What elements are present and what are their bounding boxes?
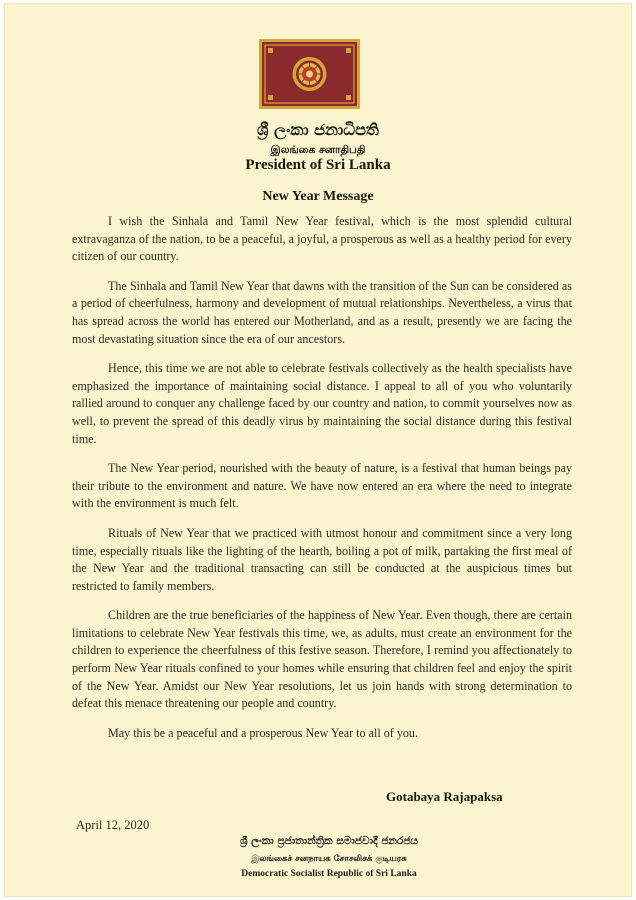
message-paragraph: Children are the true beneficiaries of the happiness of New Year. Even though, there are certain limitations to celebrate New Year festivals this time, we, as adults, must create an environment for the children to experience the cheerfulness of this festive season. Therefore, I remind you affectionately to perform New Year rituals confined to your homes while ensuring that children feel and enjoy the spirit of the New Year. Amidst our New Year resolutions, let us join hands with strong determination to defeat this menace threatening our people and country. xyxy=(72,608,572,711)
letter-page xyxy=(4,3,632,897)
footer-english: Democratic Socialist Republic of Sri Lanka xyxy=(241,869,417,879)
footer-sinhala: ශ්‍රී ලංකා ප්‍රජාතාන්ත්‍රික සමාජවාදී ජනරජය xyxy=(240,835,418,847)
header-sinhala-title: ශ්‍රී ලංකා ජනාධිපති xyxy=(257,120,379,139)
letter-date: April 12, 2020 xyxy=(76,818,150,832)
message-title: New Year Message xyxy=(262,189,374,204)
message-paragraph: May this be a peaceful and a prosperous New Year to all of you. xyxy=(108,725,418,740)
header-tamil-title: இலங்கை சனாதிபதி xyxy=(270,144,366,156)
message-paragraph: Rituals of New Year that we practiced with utmost honour and commitment since a very long time, especially rituals like the lighting of the hearth, boiling a pot of milk, partaking the first meal of the New Year and the traditional transacting can still be conducted at the auspicious times but restricted to family members. xyxy=(72,525,572,593)
message-paragraph: I wish the Sinhala and Tamil New Year festival, which is the most splendid cultural extravaganza of the nation, to be a peaceful, a joyful, a prosperous as well as a healthy period for every citizen of our country. xyxy=(72,214,572,264)
message-paragraph: Hence, this time we are not able to celebrate festivals collectively as the health specialists have emphasized the importance of maintaining social distance. I appeal to all of you who voluntarily rallied around to conquer any challenge faced by our country and nation, to commit yourselves now as well, to prevent the spread of this deadly virus by maintaining the social distance during this festival time. xyxy=(72,361,572,446)
presidential-flag-emblem xyxy=(259,39,360,109)
message-paragraph: The Sinhala and Tamil New Year that dawns with the transition of the Sun can be considered as a period of cheerfulness, harmony and development of mutual relationships. Nevertheless, a virus that has spread across the world has entered our Motherland, and as a result, presently we are facing the most devastating situation since the era of our ancestors. xyxy=(72,278,572,346)
signature-name: Gotabaya Rajapaksa xyxy=(386,789,503,804)
header-english-title: President of Sri Lanka xyxy=(245,157,391,173)
message-paragraph: The New Year period, nourished with the beauty of nature, is a festival that human beings pay their tribute to the environment and nature. We have now entered an era where the need to integrate with the environment is much felt. xyxy=(72,461,572,511)
message-body xyxy=(72,213,572,754)
footer-tamil: இலங்கைச் சனநாயக சோசலிசக் குடியரசு xyxy=(251,854,407,864)
